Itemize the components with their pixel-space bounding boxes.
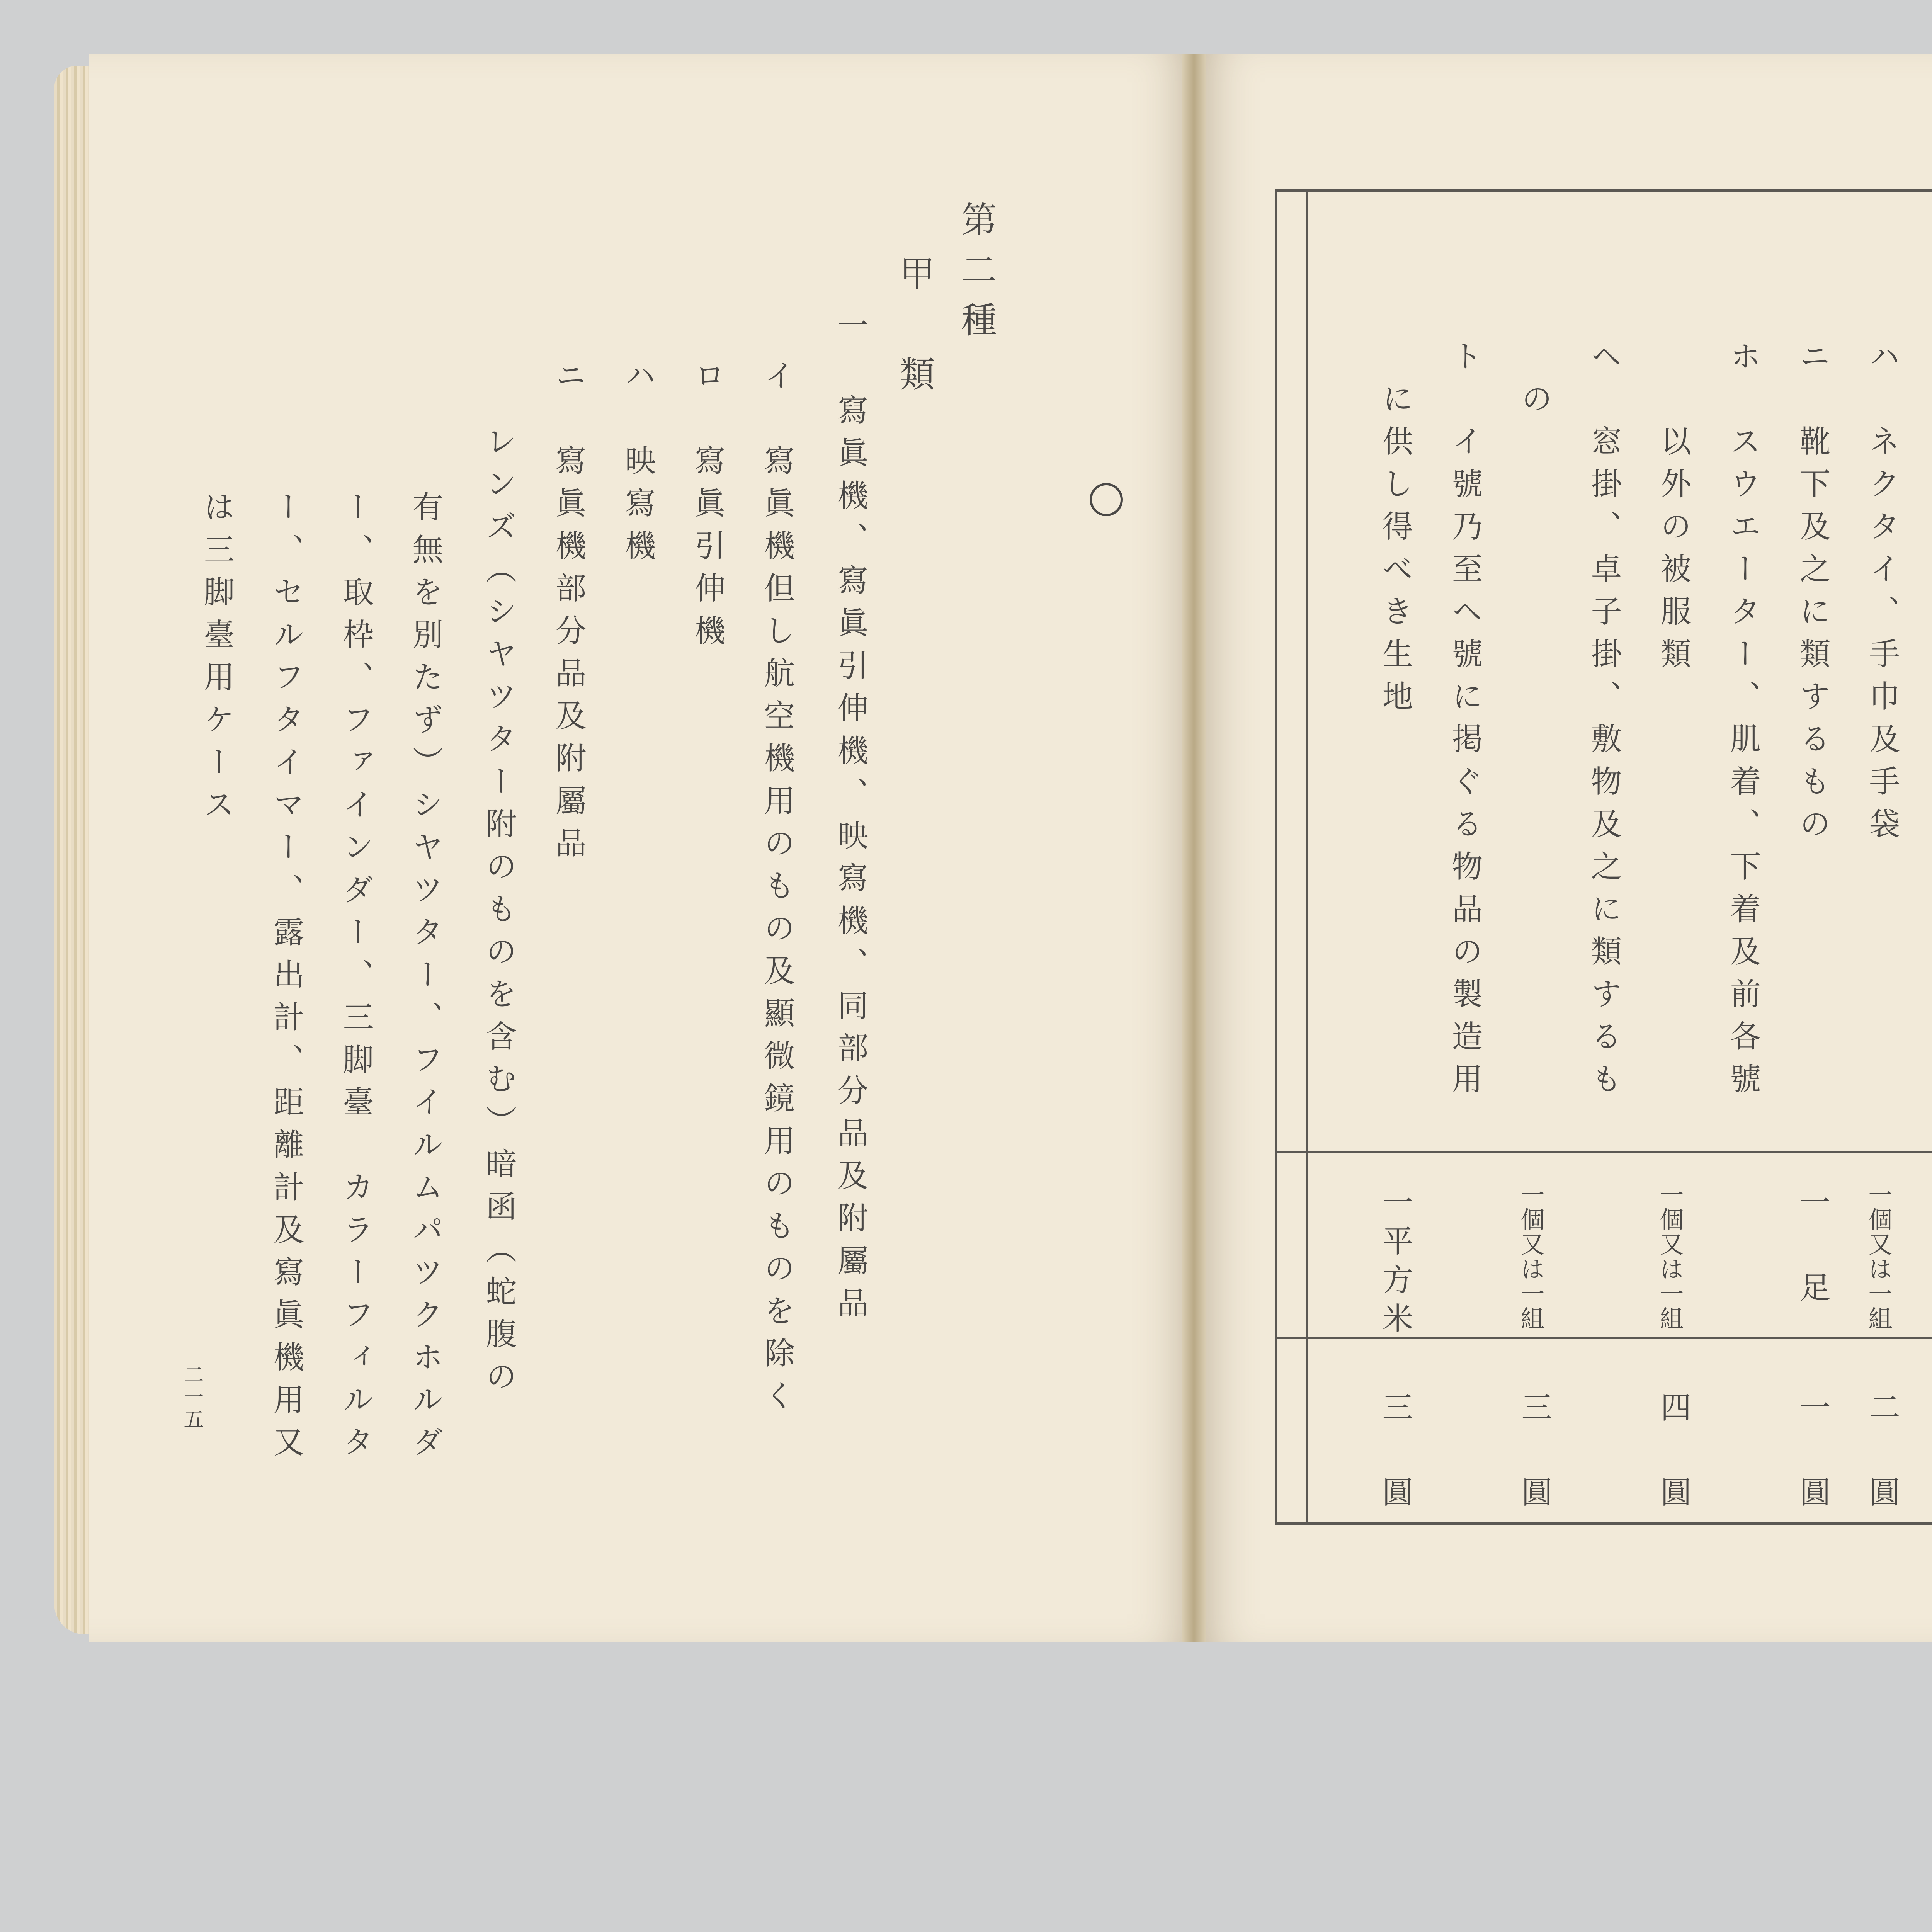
row-item-to-cont: に供し得べき生地 [1377,340,1413,723]
row-unit-he: 一個又は一組 [1517,1182,1545,1331]
group-title: 甲 類 [894,255,935,406]
entry-ro: ロ 寫眞引伸機 [689,359,725,657]
row-item-ho: ホ スウエーター、肌着、下着及前各號 [1725,340,1761,1105]
row-value-ni: 一 圓 [1794,1391,1830,1519]
table-item-unit-divider [1275,1151,1932,1153]
row-item-ha: ハ ネクタイ、手巾及手袋 [1864,340,1900,850]
left-page-number: 二一五 [180,1364,203,1431]
entry-ni-line-1: レンズ（シヤツター附のものを含む）暗函（蛇腹の [481,425,517,1403]
row-unit-ni: 一 足 [1794,1186,1830,1314]
row-value-to: 三 圓 [1377,1391,1413,1519]
row-item-ho-cont: 以外の被服類 [1655,340,1691,680]
entry-ni-line-3: ー、取枠、ファインダー、三脚臺 カラーフィルタ [338,491,374,1468]
entry-ha: ハ 映寫機 [620,359,656,572]
row-value-ha: 二 圓 [1864,1391,1900,1519]
table-top-border [1275,189,1932,192]
row-item-he: ヘ 窓掛、卓子掛、敷物及之に類するも [1586,340,1622,1105]
row-unit-ha: 一個又は一組 [1864,1182,1893,1331]
entry-ni-line-4: ー、セルフタイマー、露出計、距離計及寫眞機用又 [268,491,304,1468]
section-title: 第二種 [956,201,997,352]
row-item-ni: ニ 靴下及之に類するもの [1794,340,1830,850]
entry-ni-line-2: 有無を別たず）シヤツター、フイルムパツクホルダ [407,491,443,1468]
table-inner-left-line [1306,189,1308,1525]
row-item-to: ト イ號乃至ヘ號に掲ぐる物品の製造用 [1447,340,1483,1105]
table-unit-value-divider [1275,1337,1932,1339]
row-unit-ho: 一個又は一組 [1656,1182,1684,1331]
entry-ni: ニ 寫眞機部分品及附屬品 [550,359,586,869]
row-unit-to: 一平方米 [1377,1186,1413,1341]
entry-1: 一 寫眞機、寫眞引伸機、映寫機、同部分品及附屬品 [832,309,868,1329]
margin-circle-mark [1090,483,1123,516]
table-left-border [1275,189,1277,1525]
entry-i: イ 寫眞機但し航空機用のもの及顯微鏡用のものを除く [759,359,795,1422]
left-page [89,54,1202,1642]
row-value-he: 三 圓 [1516,1391,1552,1519]
entry-ni-line-5: は三脚臺用ケース [199,491,235,831]
row-value-ho: 四 圓 [1655,1391,1691,1519]
table-bottom-border [1275,1522,1932,1525]
row-item-he-cont: の [1516,340,1552,425]
book-gutter [1182,54,1206,1642]
